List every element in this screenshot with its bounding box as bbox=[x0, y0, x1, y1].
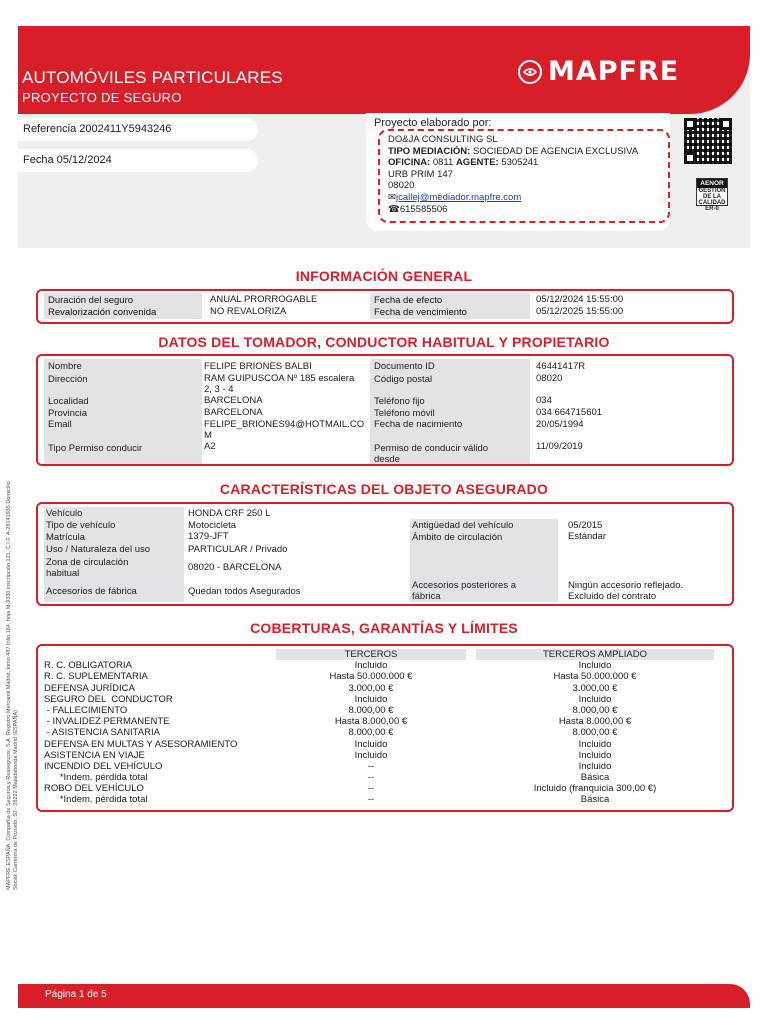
license-type-value: A2 bbox=[204, 441, 216, 452]
mediation-type bbox=[388, 146, 668, 158]
vehicle-label: Vehículo bbox=[46, 508, 83, 519]
coverage-terceros-value: 3.000,00 € bbox=[348, 682, 394, 694]
coverage-row bbox=[44, 660, 714, 671]
name-label: Nombre bbox=[48, 361, 82, 372]
mediator-postal: 08020 bbox=[388, 180, 415, 192]
address-value-line1: RAM GUIPUSCOA Nº 185 escalera bbox=[204, 373, 355, 384]
coverage-terceros-value: -- bbox=[367, 760, 375, 772]
coverage-ampliado-value: Incluido bbox=[578, 738, 612, 750]
coverage-ampliado-value: 8.000,00 € bbox=[572, 727, 618, 739]
duration-label: Duración del seguro bbox=[48, 295, 134, 306]
document-subtitle: PROYECTO DE SEGURO bbox=[22, 90, 182, 105]
mobile-label: Teléfono móvil bbox=[374, 408, 435, 419]
email-label: Email bbox=[48, 419, 72, 430]
vehicle-type-value: Motocicleta bbox=[188, 520, 237, 531]
postal-code-value: 08020 bbox=[536, 373, 563, 384]
phone-icon: ☎ bbox=[388, 203, 400, 215]
coverage-ampliado-value: 8.000,00 € bbox=[572, 704, 618, 716]
license-since-label-line1: Permiso de conducir válido bbox=[374, 443, 489, 454]
coverage-row bbox=[44, 705, 714, 716]
coverages-table bbox=[44, 649, 714, 806]
effective-date-label: Fecha de efecto bbox=[374, 295, 443, 306]
coverage-name: - ASISTENCIA SANITARIA bbox=[44, 727, 160, 739]
qr-code bbox=[684, 118, 732, 164]
coverage-name: *Indem. pérdida total bbox=[44, 794, 148, 806]
coverage-ampliado-value: Incluido bbox=[578, 749, 612, 761]
factory-accessories-label: Accesorios de fábrica bbox=[46, 586, 137, 597]
circulation-scope-label: Ámbito de circulación bbox=[412, 532, 503, 543]
revaluation-label: Revalorización convenida bbox=[48, 307, 157, 318]
general-info-box bbox=[36, 289, 734, 324]
coverage-terceros-value: -- bbox=[367, 794, 375, 806]
coverage-ampliado-value: Hasta 50.000.000 € bbox=[553, 671, 637, 683]
document-id-label: Documento ID bbox=[374, 361, 435, 372]
coverage-name: DEFENSA JURÍDICA bbox=[44, 682, 135, 694]
coverage-name: ROBO DEL VEHÍCULO bbox=[44, 783, 144, 795]
office-label: OFICINA: bbox=[388, 157, 431, 169]
brand-name: MAPFRE bbox=[548, 56, 680, 87]
coverage-row bbox=[44, 694, 714, 705]
coverage-terceros-value: Hasta 8.000,00 € bbox=[334, 716, 408, 728]
usage-value: PARTICULAR / Privado bbox=[188, 544, 288, 555]
province-value: BARCELONA bbox=[204, 407, 263, 418]
coverage-row bbox=[44, 772, 714, 783]
page-footer bbox=[18, 984, 750, 1008]
coverages-header-row bbox=[44, 649, 714, 660]
postal-code-label: Código postal bbox=[374, 374, 433, 385]
license-since-label-line2: desde bbox=[374, 454, 400, 465]
column-terceros: TERCEROS bbox=[276, 649, 466, 660]
coverage-ampliado-value: Incluido bbox=[578, 760, 612, 772]
coverage-row bbox=[44, 683, 714, 694]
mediator-phone-row bbox=[388, 204, 668, 216]
expiry-date-value: 05/12/2025 15:55:00 bbox=[536, 306, 624, 317]
plate-label: Matrícula bbox=[46, 532, 86, 543]
later-accessories-label-line2: fábrica bbox=[412, 591, 441, 602]
legal-side-text: MAPFRE ESPAÑA, Compañía de Seguros y Reaseguros, S.A. Registro Mercantil Madrid, tomo 487 folio 164, hoja M-9330 inscripción 121, C.I.F. A-28141935 Domicilio Social: Carretera de Pozuelo, 50 - 28222 Majadahonda Madrid (ESPAÑA) bbox=[6, 481, 19, 890]
coverage-name: - INVALIDEZ PERMANENTE bbox=[44, 716, 170, 728]
coverage-ampliado-value: Incluido bbox=[578, 660, 612, 672]
birth-date-value: 20/05/1994 bbox=[536, 419, 584, 430]
usage-label: Uso / Naturaleza del uso bbox=[46, 544, 151, 555]
circulation-scope-value: Estándar bbox=[568, 531, 607, 542]
locality-value: BARCELONA bbox=[204, 395, 263, 406]
mapfre-logo bbox=[518, 56, 679, 87]
aenor-certification-logo: AENOR GESTIÓN DE LA CALIDAD ER-0 bbox=[696, 178, 728, 206]
column-terceros-ampliado: TERCEROS AMPLIADO bbox=[476, 649, 714, 660]
coverage-row bbox=[44, 671, 714, 682]
coverages-title: COBERTURAS, GARANTÍAS Y LÍMITES bbox=[250, 620, 518, 636]
coverage-terceros-value: Incluido bbox=[354, 660, 388, 672]
mediation-type-value: SOCIEDAD DE AGENCIA EXCLUSIVA bbox=[472, 145, 639, 157]
coverage-terceros-value: 8.000,00 € bbox=[348, 727, 394, 739]
mapfre-logo-icon bbox=[518, 60, 542, 84]
expiry-date-label: Fecha de vencimiento bbox=[374, 307, 467, 318]
revaluation-value: NO REVALORIZA bbox=[210, 306, 287, 317]
vehicle-age-label: Antigüedad del vehículo bbox=[412, 520, 514, 531]
zone-value: 08020 - BARCELONA bbox=[188, 562, 282, 573]
page-number: Página 1 de 5 bbox=[45, 989, 107, 1000]
name-value: FELIPE BRIONES BALBI bbox=[204, 361, 312, 372]
agent-value: 5305241 bbox=[501, 157, 539, 169]
landline-value: 034 bbox=[536, 395, 552, 406]
insured-object-title: CARACTERÍSTICAS DEL OBJETO ASEGURADO bbox=[219, 481, 549, 497]
landline-label: Teléfono fijo bbox=[374, 396, 425, 407]
mediation-type-label: TIPO MEDIACIÓN: bbox=[388, 145, 471, 157]
document-id-value: 46441417R bbox=[536, 361, 586, 372]
coverage-row bbox=[44, 739, 714, 750]
license-type-label: Tipo Permiso conducir bbox=[48, 443, 143, 454]
reference-field: Referencia 2002411Y5943246 bbox=[18, 118, 258, 141]
coverage-terceros-value: Incluido bbox=[354, 738, 388, 750]
mediator-title: Proyecto elaborado por: bbox=[374, 117, 492, 129]
coverage-terceros-value: Incluido bbox=[354, 749, 388, 761]
coverage-terceros-value: 8.000,00 € bbox=[348, 704, 394, 716]
insured-object-box bbox=[36, 502, 734, 606]
coverage-terceros-value: Incluido bbox=[354, 693, 388, 705]
general-info-title: INFORMACIÓN GENERAL bbox=[295, 268, 473, 284]
province-label: Provincia bbox=[48, 408, 88, 419]
license-since-value: 11/09/2019 bbox=[536, 441, 583, 452]
coverage-ampliado-value: Incluido bbox=[578, 693, 612, 705]
effective-date-value: 05/12/2024 15:55:00 bbox=[536, 294, 624, 305]
factory-accessories-value: Quedan todos Asegurados bbox=[188, 586, 301, 597]
coverage-ampliado-value: 3.000,00 € bbox=[572, 682, 618, 694]
address-label: Dirección bbox=[48, 374, 88, 385]
coverage-ampliado-value: Hasta 8.000,00 € bbox=[558, 716, 632, 728]
policyholder-box bbox=[36, 354, 734, 466]
birth-date-label: Fecha de nacimiento bbox=[374, 419, 463, 430]
coverage-name: - FALLECIMIENTO bbox=[44, 704, 128, 716]
mediator-address: URB PRIM 147 bbox=[388, 168, 453, 180]
coverage-row bbox=[44, 727, 714, 738]
office-value: 0811 bbox=[432, 157, 454, 169]
zone-label-line1: Zona de circulación bbox=[46, 557, 129, 568]
address-value-line2: 2, 3 - 4 bbox=[204, 384, 234, 395]
locality-label: Localidad bbox=[48, 396, 89, 407]
mediator-name: DO&JA CONSULTING SL bbox=[388, 134, 498, 145]
coverage-row bbox=[44, 750, 714, 761]
coverage-ampliado-value: Básica bbox=[580, 772, 610, 784]
later-accessories-value-line2: Excluido del contrato bbox=[568, 591, 657, 602]
mediator-panel bbox=[366, 113, 670, 231]
email-value-line1: FELIPE_BRIONES94@HOTMAIL.CO bbox=[204, 419, 365, 430]
email-value-line2: M bbox=[204, 430, 212, 441]
coverage-name: INCENDIO DEL VEHÍCULO bbox=[44, 760, 163, 772]
coverage-name: R. C. SUPLEMENTARIA bbox=[44, 671, 148, 683]
vehicle-age-value: 05/2015 bbox=[568, 520, 603, 531]
coverage-name: ASISTENCIA EN VIAJE bbox=[44, 749, 145, 761]
vehicle-type-label: Tipo de vehículo bbox=[46, 520, 116, 531]
vehicle-value: HONDA CRF 250 L bbox=[188, 508, 271, 519]
date-field: Fecha 05/12/2024 bbox=[18, 149, 258, 172]
coverage-name: R. C. OBLIGATORIA bbox=[44, 660, 132, 672]
coverage-name: DEFENSA EN MULTAS Y ASESORAMIENTO bbox=[44, 738, 238, 750]
later-accessories-label-line1: Accesorios posteriores a bbox=[412, 580, 517, 591]
office-agent bbox=[388, 157, 668, 169]
coverage-ampliado-value: Básica bbox=[580, 794, 610, 806]
zone-label-line2: habitual bbox=[46, 568, 80, 579]
coverage-terceros-value: -- bbox=[367, 772, 375, 784]
mediator-email-link[interactable]: jcallej@mediador.mapfre.com bbox=[395, 191, 522, 203]
coverage-name: *Indem. pérdida total bbox=[44, 772, 148, 784]
coverage-row bbox=[44, 794, 714, 805]
document-title: AUTOMÓVILES PARTICULARES bbox=[22, 68, 283, 87]
coverage-row bbox=[44, 716, 714, 727]
mail-icon: ✉ bbox=[388, 191, 396, 203]
coverage-row bbox=[44, 761, 714, 772]
duration-value: ANUAL PRORROGABLE bbox=[210, 294, 318, 305]
coverage-terceros-value: Hasta 50.000.000 € bbox=[329, 671, 413, 683]
later-accessories-value-line1: Ningún accesorio reflejado. bbox=[568, 580, 684, 591]
mediator-email-row bbox=[388, 192, 668, 204]
coverage-ampliado-value: Incluido (franquicia 300,00 €) bbox=[533, 783, 657, 795]
coverage-row bbox=[44, 783, 714, 794]
agent-label: AGENTE: bbox=[455, 157, 499, 169]
coverage-terceros-value: -- bbox=[367, 783, 375, 795]
policyholder-title: DATOS DEL TOMADOR, CONDUCTOR HABITUAL Y PROPIETARIO bbox=[158, 334, 610, 350]
mediator-phone: 615585506 bbox=[399, 203, 448, 215]
mobile-value: 034 664715601 bbox=[536, 407, 603, 418]
mediator-details bbox=[378, 129, 670, 223]
coverage-name: SEGURO DEL CONDUCTOR bbox=[44, 693, 173, 705]
plate-value: 1379-JFT bbox=[188, 531, 229, 542]
